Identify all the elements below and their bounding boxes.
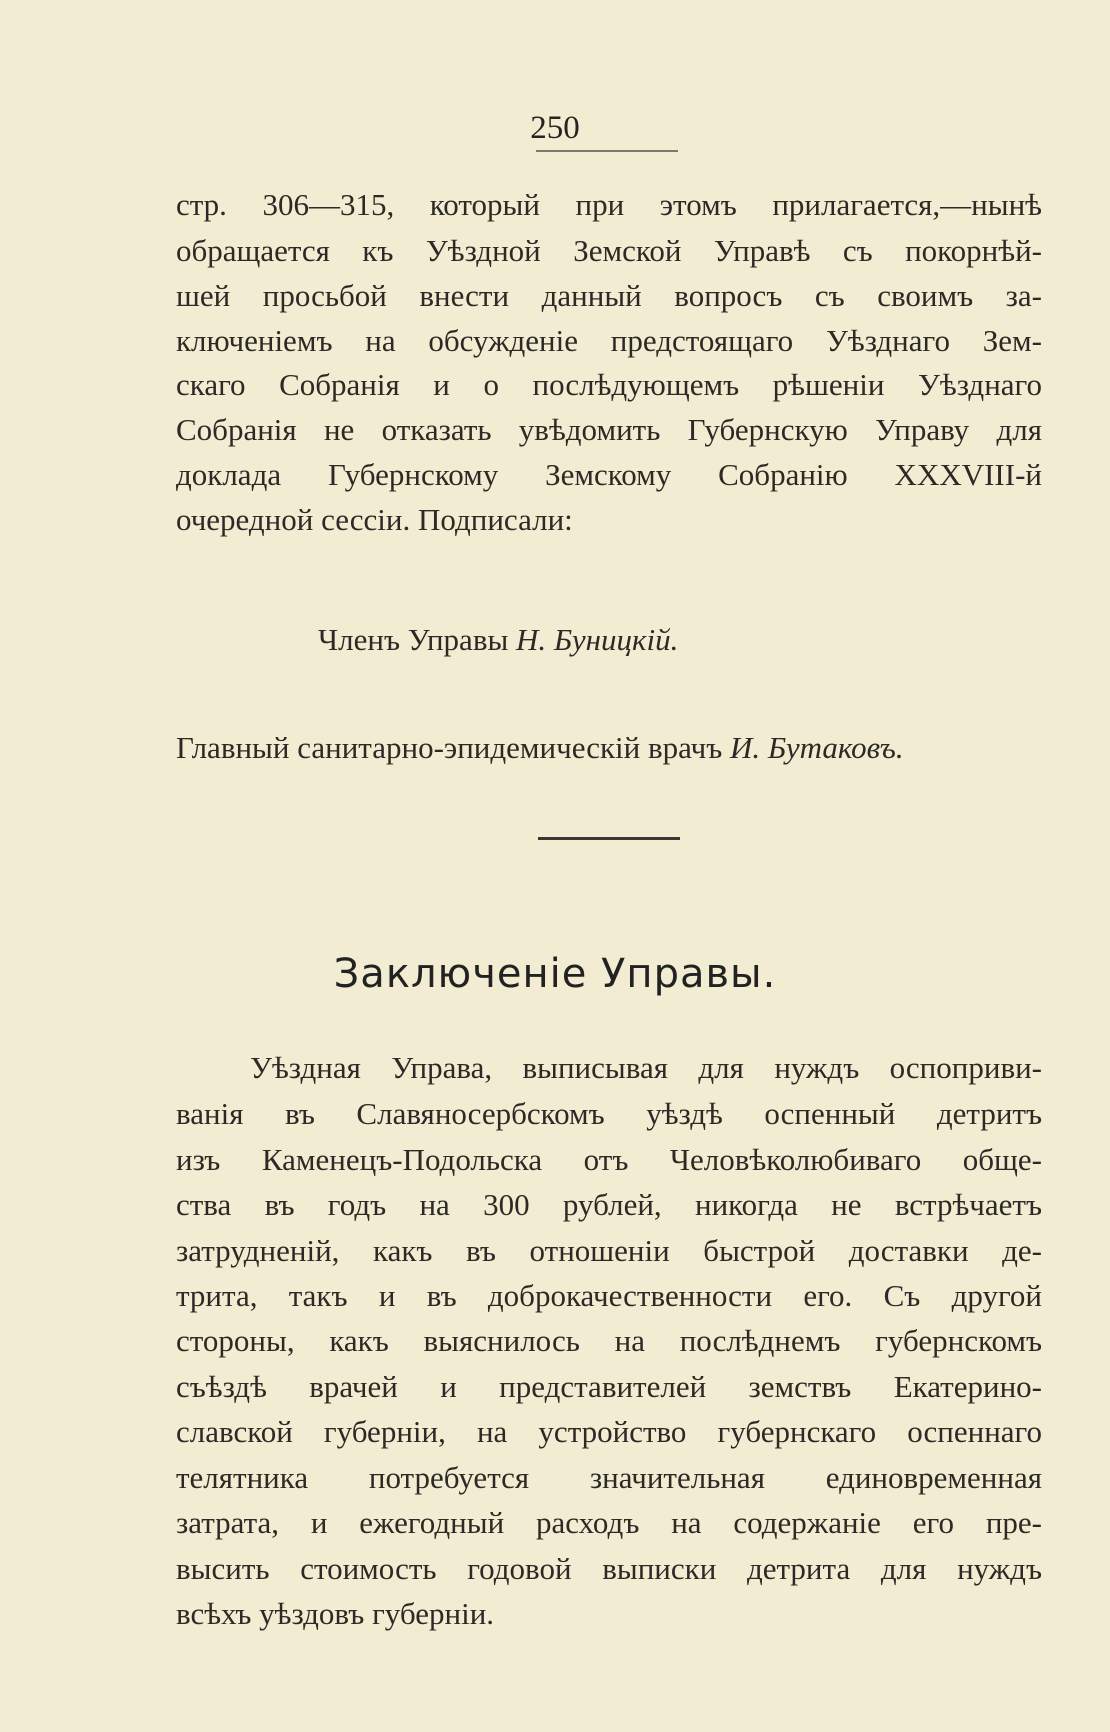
text-line: изъ Каменецъ-Подольска отъ Человѣколюбиваго обще- bbox=[176, 1142, 1042, 1177]
page-number: 250 bbox=[530, 110, 580, 146]
text-line: съѣздѣ врачей и представителей земствъ Екатерино- bbox=[176, 1369, 1042, 1404]
text-line: стороны, какъ выяснилось на послѣднемъ губернскомъ bbox=[176, 1323, 1042, 1358]
section-divider bbox=[538, 837, 680, 840]
signature-chief-doctor bbox=[176, 725, 904, 771]
text-line: затрата, и ежегодный расходъ на содержаніе его пре- bbox=[176, 1505, 1042, 1540]
text-line: Уѣздная Управа, выписывая для нуждъ оспоприви- bbox=[250, 1050, 1042, 1085]
text-line: стр. 306—315, который при этомъ прилагается,—нынѣ bbox=[176, 187, 1042, 222]
text-line: трита, такъ и въ доброкачественности его. Съ другой bbox=[176, 1278, 1042, 1313]
header-rule bbox=[536, 150, 678, 152]
signature-name: Н. Буницкій. bbox=[516, 622, 679, 657]
text-line: ства въ годъ на 300 рублей, никогда не встрѣчаетъ bbox=[176, 1187, 1042, 1222]
text-line: ванія въ Славяносербскомъ уѣздѣ оспенный детритъ bbox=[176, 1096, 1042, 1131]
signature-name: И. Бутаковъ. bbox=[730, 730, 904, 765]
text-line: ключеніемъ на обсужденіе предстоящаго Уѣзднаго Зем- bbox=[176, 323, 1042, 358]
text-line: телятника потребуется значительная единовременная bbox=[176, 1460, 1042, 1495]
text-line: всѣхъ уѣздовъ губерніи. bbox=[176, 1596, 495, 1631]
signature-role: Главный санитарно-эпидемическій врачъ bbox=[176, 730, 723, 765]
text-line: скаго Собранія и о послѣдующемъ рѣшеніи Уѣзднаго bbox=[176, 367, 1042, 402]
text-line: Собранія не отказать увѣдомить Губернскую Управу для bbox=[176, 412, 1042, 447]
signature-member bbox=[318, 617, 678, 663]
text-line: славской губерніи, на устройство губернскаго оспеннаго bbox=[176, 1414, 1042, 1449]
text-line: очередной сессіи. Подписали: bbox=[176, 502, 573, 537]
section-heading: Заключеніе Управы. bbox=[333, 951, 777, 997]
text-line: доклада Губернскому Земскому Собранію XXXVIII-й bbox=[176, 457, 1042, 492]
text-line: высить стоимость годовой выписки детрита для нуждъ bbox=[176, 1551, 1042, 1586]
text-line: обращается къ Уѣздной Земской Управѣ съ покорнѣй- bbox=[176, 233, 1042, 268]
text-line: затрудненій, какъ въ отношеніи быстрой доставки де- bbox=[176, 1233, 1042, 1268]
signature-role: Членъ Управы bbox=[318, 622, 509, 657]
text-line: шей просьбой внести данный вопросъ съ своимъ за- bbox=[176, 278, 1042, 313]
